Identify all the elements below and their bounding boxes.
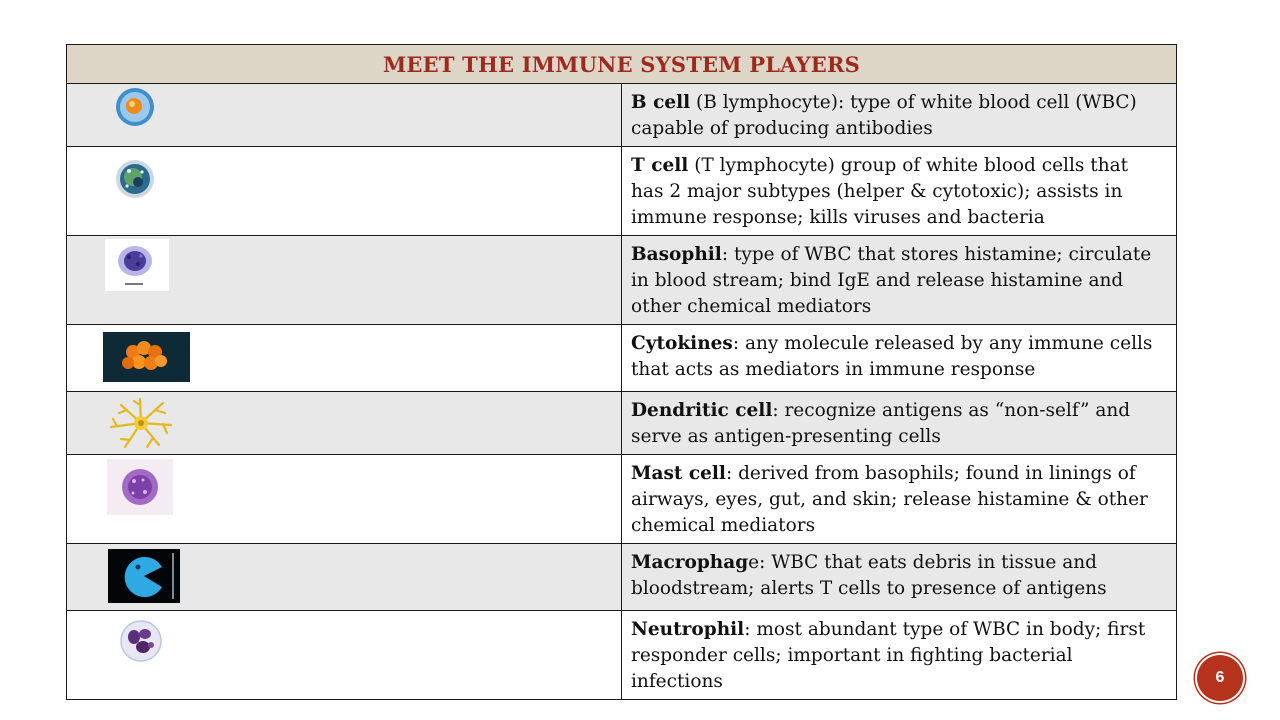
dendritic-cell-icon (107, 395, 175, 451)
table-row (67, 544, 1177, 611)
basophil-icon (105, 239, 169, 291)
description-cell (622, 325, 1177, 392)
term-label: Macrophag (631, 552, 749, 573)
term-label: Cytokines (631, 333, 733, 354)
players-table (66, 44, 1177, 700)
term-description: : most abundant type of WBC in body; first responder cells; important in fighting bacterial infections (631, 619, 1146, 692)
b-cell-icon (113, 86, 157, 128)
image-cell (67, 325, 622, 392)
macrophage-icon (108, 549, 180, 603)
term-label: Basophil (631, 244, 722, 265)
image-cell (67, 611, 622, 700)
term-description: (B lymphocyte): type of white blood cell (WBC) capable of producing antibodies (631, 92, 1137, 139)
description-cell (622, 455, 1177, 544)
term-description: : WBC that eats debris in tissue and bloodstream; alerts T cells to presence of antigens (631, 552, 1107, 599)
neutrophil-icon (119, 619, 163, 663)
image-cell (67, 147, 622, 236)
term-label: B cell (631, 92, 691, 113)
description-cell (622, 611, 1177, 700)
term-description: : type of WBC that stores histamine; circulate in blood stream; bind IgE and release histamine and other chemical mediators (631, 244, 1152, 317)
image-cell (67, 84, 622, 147)
description-cell (622, 147, 1177, 236)
term-description: : recognize antigens as “non-self” and serve as antigen-presenting cells (631, 400, 1131, 447)
cytokines-icon (103, 332, 190, 382)
table-header-row (67, 45, 1177, 84)
table-row (67, 147, 1177, 236)
table-row (67, 325, 1177, 392)
term-label: Neutrophil (631, 619, 745, 640)
term-label: Mast cell (631, 463, 726, 484)
table-row (67, 455, 1177, 544)
term-description: : any molecule released by any immune cells that acts as mediators in immune response (631, 333, 1153, 380)
description-cell (622, 236, 1177, 325)
mast-cell-icon (107, 459, 173, 515)
image-cell (67, 392, 622, 455)
term-label: Dendritic cell (631, 400, 773, 421)
table-title: MEET THE IMMUNE SYSTEM PLAYERS (67, 45, 1177, 84)
term-description: : derived from basophils; found in linings of airways, eyes, gut, and skin; release histamine & other chemical mediators (631, 463, 1148, 536)
description-cell (622, 544, 1177, 611)
table-row (67, 392, 1177, 455)
term-label: T cell (631, 155, 689, 176)
description-cell (622, 392, 1177, 455)
page-number-badge: 6 (1197, 655, 1243, 701)
image-cell (67, 236, 622, 325)
term-suffix: e (748, 552, 760, 573)
term-description: (T lymphocyte) group of white blood cells that has 2 major subtypes (helper & cytotoxic); assists in immune response; kills viruses and bacteria (631, 155, 1129, 228)
description-cell (622, 84, 1177, 147)
table-row (67, 84, 1177, 147)
table-row (67, 611, 1177, 700)
image-cell (67, 455, 622, 544)
image-cell (67, 544, 622, 611)
table-row (67, 236, 1177, 325)
t-cell-icon (113, 157, 157, 201)
